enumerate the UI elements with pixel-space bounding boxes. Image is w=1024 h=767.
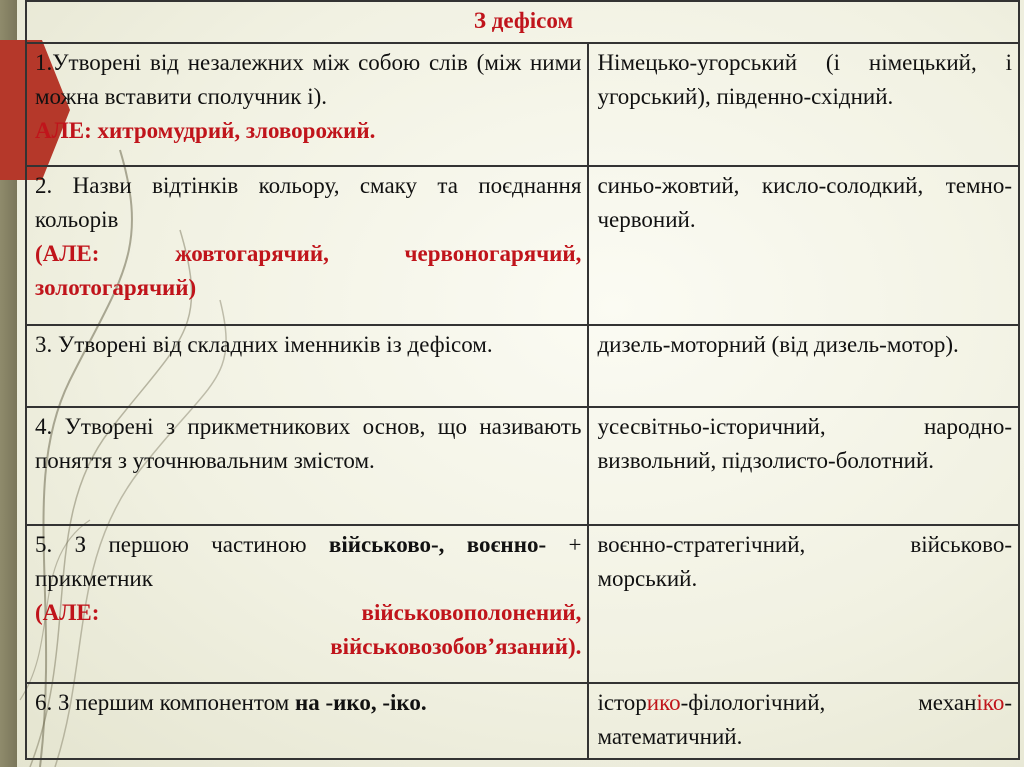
rule-text: 5. З першою частиною [35, 532, 329, 557]
example-text-part: -математичний. [597, 690, 1012, 749]
rule-text-suffix: + прикметник [35, 532, 582, 591]
example-highlight: іко [976, 690, 1005, 715]
rule-cell [26, 325, 588, 407]
rule-keyword: на -ико, -іко. [295, 690, 427, 715]
rule-cell [26, 683, 588, 759]
example-text: Німецько-угорський (і німецький, і угорський), південно-східний. [597, 50, 1012, 109]
table-row [26, 325, 1019, 407]
rule-exception-label: (АЛЕ: [35, 600, 100, 625]
example-cell [588, 166, 1019, 325]
example-cell [588, 407, 1019, 525]
example-text-part: -філологічний, механ [680, 690, 977, 715]
rule-exception: (АЛЕ: жовтогарячий, червоногарячий, золотогарячий) [35, 241, 582, 300]
example-cell [588, 325, 1019, 407]
example-text: усесвітньо-історичний, народно-визвольний, підзолисто-болотний. [597, 414, 1012, 473]
table-row [26, 683, 1019, 759]
table-title: З дефісом [26, 1, 1019, 43]
example-highlight: ико [646, 690, 681, 715]
table-header-row [26, 1, 1019, 43]
rule-cell [26, 43, 588, 166]
table-row [26, 166, 1019, 325]
table-row [26, 43, 1019, 166]
example-cell [588, 525, 1019, 683]
example-text: воєнно-стратегічний, військово-морський. [597, 532, 1012, 591]
rule-keyword: військово-, воєнно- [328, 532, 547, 557]
rule-cell [26, 407, 588, 525]
example-cell [588, 43, 1019, 166]
rule-cell [26, 166, 588, 325]
example-text: дизель-моторний (від дизель-мотор). [597, 332, 959, 357]
table-row [26, 525, 1019, 683]
rule-text: 4. Утворені з прикметникових основ, що називають поняття з уточнювальним змістом. [35, 414, 582, 473]
rule-exception: АЛЕ: хитромудрий, зловорожий. [35, 118, 376, 143]
rule-text: 3. Утворені від складних іменників із дефісом. [35, 332, 493, 357]
example-text-part: істор [597, 690, 647, 715]
hyphen-rules-table [25, 0, 1020, 760]
rule-exception-words: військовополонений, військовозобов’язаний). [330, 600, 582, 659]
table-row [26, 407, 1019, 525]
example-text: синьо-жовтий, кисло-солодкий, темно-червоний. [597, 173, 1012, 232]
rule-cell [26, 525, 588, 683]
rule-text: 1.Утворені від незалежних між собою слів (між ними можна вставити сполучник і). [35, 50, 582, 109]
rule-text: 6. З першим компонентом [35, 690, 295, 715]
rule-text: 2. Назви відтінків кольору, смаку та поєднання кольорів [35, 173, 582, 232]
example-cell [588, 683, 1019, 759]
